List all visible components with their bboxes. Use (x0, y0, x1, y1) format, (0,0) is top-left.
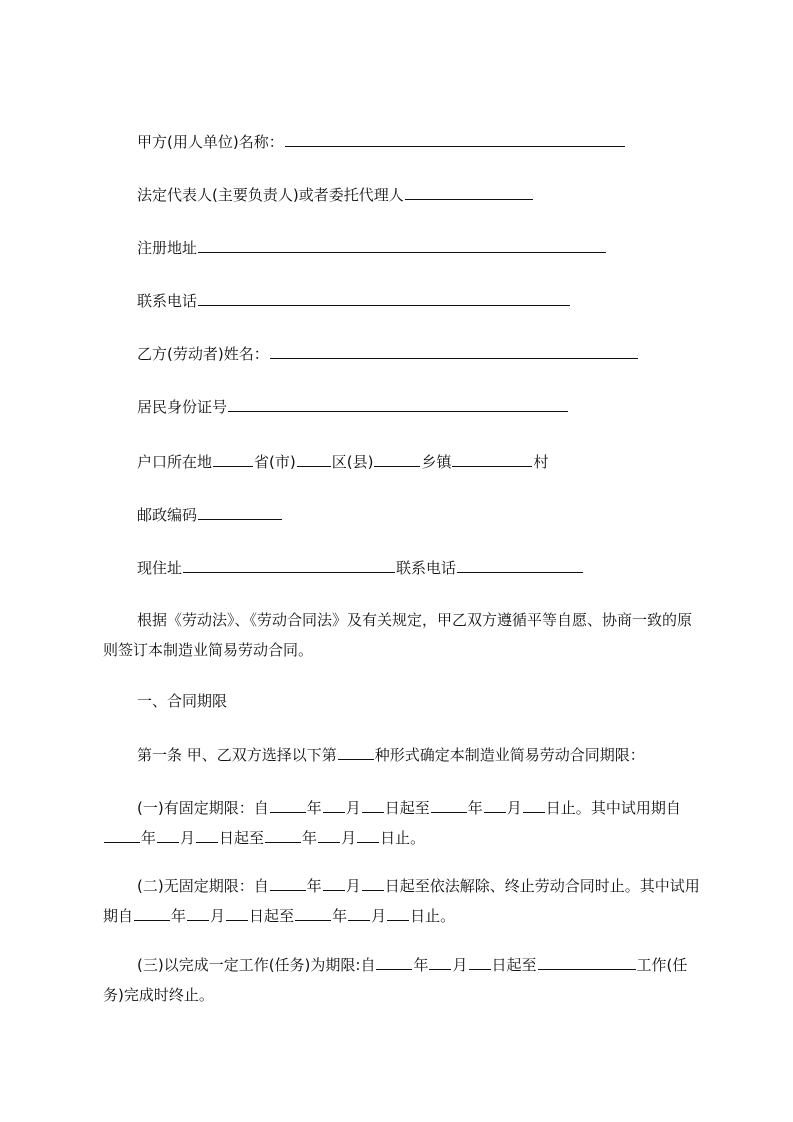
party-b-current-address-row (137, 557, 584, 578)
option-2-trial-end-year[interactable] (295, 905, 331, 921)
option-3-start-month[interactable] (429, 954, 451, 970)
party-a-name-label: 甲方(用人单位)名称： (137, 133, 284, 151)
article-1-text-after: 种形式确定本制造业简易劳动合同期限： (374, 746, 645, 764)
option-3-task-field[interactable] (538, 954, 636, 970)
option-3-from-label: 日起至 (491, 956, 537, 974)
current-address-label: 现住址 (137, 559, 183, 577)
party-b-hukou-row (137, 451, 548, 472)
option-3-tail: 工作(任务)完成时终止。 (103, 956, 688, 1004)
option-2-trial-start-year[interactable] (134, 905, 170, 921)
party-b-phone-label: 联系电话 (396, 559, 457, 577)
article-1 (137, 744, 645, 765)
option-2-year-label: 年 (306, 877, 322, 895)
option-2-lead: (二)无固定期限：自 (137, 877, 269, 895)
option-2-start-year[interactable] (270, 875, 306, 891)
hukou-village-label: 村 (533, 453, 549, 471)
option-1-trial-label: 其中试用期自 (590, 799, 681, 817)
hukou-district-label: 区(县) (331, 453, 374, 471)
option-1-end-day[interactable] (523, 797, 545, 813)
option-2-end-label: 日止。 (410, 907, 456, 925)
party-a-rep-field[interactable] (405, 184, 533, 200)
option-1-start-day[interactable] (362, 797, 384, 813)
option-1-year-label-2: 年 (467, 799, 483, 817)
article-1-text-before: 第一条 甲、乙双方选择以下第 (137, 746, 337, 764)
article-1-option-field[interactable] (338, 744, 374, 760)
option-2-mid-text: 日起至依法解除、终止劳动合同时止。其中试用期自 (103, 877, 700, 925)
option-3-lead: (三)以完成一定工作(任务)为期限:自 (137, 956, 376, 974)
option-1-trial-end-day[interactable] (357, 827, 379, 843)
party-a-name-row (137, 131, 626, 152)
option-2-trial-start-day[interactable] (226, 905, 248, 921)
option-3-start-year[interactable] (376, 954, 412, 970)
postcode-label: 邮政编码 (137, 506, 198, 524)
option-1-end-label: 日止。 (545, 799, 591, 817)
option-2-paragraph (103, 871, 703, 931)
party-a-address-row (137, 237, 607, 258)
party-a-name-field[interactable] (285, 131, 625, 147)
option-2-year-label-3: 年 (332, 907, 348, 925)
option-1-month-label-2: 月 (506, 799, 522, 817)
option-2-from-label: 日起至 (249, 907, 295, 925)
option-1-end-year[interactable] (431, 797, 467, 813)
party-b-id-label: 居民身份证号 (137, 398, 228, 416)
party-a-rep-label: 法定代表人(主要负责人)或者委托代理人 (137, 186, 404, 204)
party-a-phone-label: 联系电话 (137, 292, 198, 310)
option-1-month-label-4: 月 (341, 829, 357, 847)
option-2-trial-start-month[interactable] (187, 905, 209, 921)
option-1-trial-start-day[interactable] (196, 827, 218, 843)
section-1-heading: 一、合同期限 (137, 692, 228, 710)
option-2-year-label-2: 年 (171, 907, 187, 925)
option-1-year-label: 年 (306, 799, 322, 817)
hukou-town-label: 乡镇 (421, 453, 452, 471)
party-b-id-row (137, 396, 569, 417)
current-address-field[interactable] (183, 557, 395, 573)
hukou-town-field[interactable] (374, 451, 420, 467)
hukou-label: 户口所在地 (137, 453, 213, 471)
option-1-trial-start-year[interactable] (104, 827, 140, 843)
option-2-start-day[interactable] (362, 875, 384, 891)
postcode-field[interactable] (198, 504, 282, 520)
party-b-name-label: 乙方(劳动者)姓名： (137, 345, 269, 363)
option-1-lead: (一)有固定期限：自 (137, 799, 269, 817)
party-b-name-row (137, 343, 639, 364)
option-2-month-label-2: 月 (210, 907, 226, 925)
option-1-trial-start-month[interactable] (157, 827, 179, 843)
hukou-village-field[interactable] (452, 451, 532, 467)
option-1-end-label-2: 日止。 (380, 829, 426, 847)
option-1-month-label-3: 月 (180, 829, 196, 847)
hukou-province-field[interactable] (213, 451, 253, 467)
option-1-from-label: 日起至 (384, 799, 430, 817)
option-3-start-day[interactable] (469, 954, 491, 970)
preamble-paragraph: 根据《劳动法》、《劳动合同法》及有关规定，甲乙双方遵循平等自愿、协商一致的原则签订本制造业简易劳动合同。 (103, 611, 693, 659)
option-1-end-month[interactable] (484, 797, 506, 813)
party-b-phone-field[interactable] (457, 557, 583, 573)
party-a-address-field[interactable] (198, 237, 606, 253)
option-1-month-label: 月 (345, 799, 361, 817)
option-3-month-label: 月 (452, 956, 468, 974)
party-b-id-field[interactable] (228, 396, 568, 412)
option-1-paragraph (103, 793, 703, 853)
party-a-address-label: 注册地址 (137, 239, 198, 257)
option-2-month-label: 月 (345, 877, 361, 895)
option-2-month-label-3: 月 (371, 907, 387, 925)
party-a-phone-row (137, 290, 571, 311)
party-a-rep-row (137, 184, 534, 205)
hukou-district-field[interactable] (297, 451, 331, 467)
option-1-from-label-2: 日起至 (219, 829, 265, 847)
option-3-paragraph (103, 950, 703, 1010)
option-1-start-month[interactable] (323, 797, 345, 813)
option-2-trial-end-day[interactable] (387, 905, 409, 921)
option-3-year-label: 年 (413, 956, 429, 974)
option-1-start-year[interactable] (270, 797, 306, 813)
hukou-province-label: 省(市) (254, 453, 296, 471)
party-b-name-field[interactable] (270, 343, 638, 359)
party-a-phone-field[interactable] (198, 290, 570, 306)
option-1-trial-end-month[interactable] (318, 827, 340, 843)
option-1-trial-end-year[interactable] (265, 827, 301, 843)
option-2-start-month[interactable] (323, 875, 345, 891)
option-1-year-label-3: 年 (141, 829, 157, 847)
party-b-postcode-row (137, 504, 283, 525)
option-1-year-label-4: 年 (302, 829, 318, 847)
option-2-trial-end-month[interactable] (348, 905, 370, 921)
